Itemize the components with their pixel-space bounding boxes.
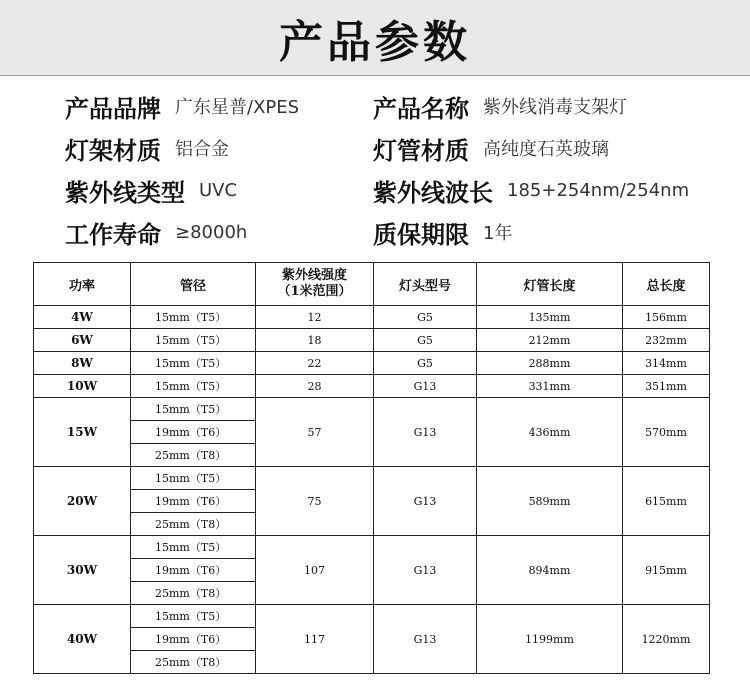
page-title: 产品参数 <box>279 16 471 68</box>
spec-list <box>0 82 750 257</box>
spec-value: 铝合金 <box>175 139 229 160</box>
intensity-header-line: 紫外线强度 <box>281 268 347 283</box>
spec-label: 灯架材质 <box>65 136 161 165</box>
intensity-cell: 117 <box>256 605 374 674</box>
total-length-cell: 615mm <box>623 467 710 536</box>
column-header-power: 功率 <box>34 263 131 306</box>
power-cell: 15W <box>34 398 131 467</box>
total-length-cell: 570mm <box>623 398 710 467</box>
pipe-cell: 19mm（T6） <box>131 559 256 582</box>
power-cell: 40W <box>34 605 131 674</box>
page-header <box>0 0 750 76</box>
power-cell: 6W <box>34 329 131 352</box>
spec-label: 工作寿命 <box>65 220 161 249</box>
intensity-cell: 22 <box>256 352 374 375</box>
spec-row <box>0 170 750 210</box>
pipe-cell: 19mm（T6） <box>131 490 256 513</box>
spec-value: 紫外线消毒支架灯 <box>483 97 627 118</box>
spec-value: 185+254nm/254nm <box>507 179 690 201</box>
table-row <box>34 329 710 352</box>
base-cell: G5 <box>374 329 477 352</box>
column-header-pipe: 管径 <box>131 263 256 306</box>
spec-value: ≥8000h <box>175 221 248 243</box>
spec-value: UVC <box>199 179 238 201</box>
table-header-row <box>34 263 710 306</box>
spec-item <box>65 170 237 210</box>
spec-item <box>373 128 609 168</box>
spec-value: 高纯度石英玻璃 <box>483 139 609 160</box>
intensity-cell: 75 <box>256 467 374 536</box>
pipe-cell: 15mm（T5） <box>131 536 256 559</box>
tube-length-cell: 288mm <box>477 352 623 375</box>
intensity-header-line: （1米范围） <box>277 284 352 299</box>
power-cell: 30W <box>34 536 131 605</box>
tube-length-cell: 1199mm <box>477 605 623 674</box>
column-header-base: 灯头型号 <box>374 263 477 306</box>
base-cell: G13 <box>374 536 477 605</box>
pipe-cell: 15mm（T5） <box>131 375 256 398</box>
tube-length-cell: 436mm <box>477 398 623 467</box>
pipe-cell: 15mm（T5） <box>131 306 256 329</box>
spec-item <box>373 170 689 210</box>
spec-item <box>65 86 299 126</box>
column-header-intensity <box>256 263 374 306</box>
base-cell: G13 <box>374 398 477 467</box>
total-length-cell: 351mm <box>623 375 710 398</box>
pipe-cell: 19mm（T6） <box>131 421 256 444</box>
base-cell: G5 <box>374 306 477 329</box>
total-length-cell: 232mm <box>623 329 710 352</box>
power-cell: 8W <box>34 352 131 375</box>
pipe-cell: 25mm（T8） <box>131 651 256 674</box>
tube-length-cell: 135mm <box>477 306 623 329</box>
spec-item <box>373 212 512 252</box>
table-row <box>34 467 710 490</box>
spec-item <box>373 86 627 126</box>
spec-item <box>65 128 229 168</box>
table-row <box>34 375 710 398</box>
tube-length-cell: 331mm <box>477 375 623 398</box>
pipe-cell: 25mm（T8） <box>131 582 256 605</box>
spec-value: 广东星普/XPES <box>175 97 300 118</box>
spec-row <box>0 128 750 168</box>
table-row <box>34 398 710 421</box>
total-length-cell: 915mm <box>623 536 710 605</box>
table-row <box>34 536 710 559</box>
total-length-cell: 1220mm <box>623 605 710 674</box>
spec-label: 质保期限 <box>373 220 469 249</box>
power-cell: 4W <box>34 306 131 329</box>
spec-label: 产品品牌 <box>65 94 161 123</box>
intensity-cell: 107 <box>256 536 374 605</box>
spec-value: 1年 <box>483 223 513 244</box>
pipe-cell: 25mm（T8） <box>131 513 256 536</box>
spec-row <box>0 86 750 126</box>
spec-label: 紫外线类型 <box>65 178 185 207</box>
spec-label: 灯管材质 <box>373 136 469 165</box>
spec-label: 紫外线波长 <box>373 178 493 207</box>
spec-row <box>0 212 750 252</box>
intensity-cell: 28 <box>256 375 374 398</box>
tube-length-cell: 589mm <box>477 467 623 536</box>
base-cell: G5 <box>374 352 477 375</box>
base-cell: G13 <box>374 375 477 398</box>
tube-length-cell: 212mm <box>477 329 623 352</box>
total-length-cell: 156mm <box>623 306 710 329</box>
spec-item <box>65 212 247 252</box>
intensity-cell: 12 <box>256 306 374 329</box>
total-length-cell: 314mm <box>623 352 710 375</box>
column-header-tube-length: 灯管长度 <box>477 263 623 306</box>
intensity-cell: 18 <box>256 329 374 352</box>
pipe-cell: 25mm（T8） <box>131 444 256 467</box>
pipe-cell: 15mm（T5） <box>131 398 256 421</box>
pipe-cell: 15mm（T5） <box>131 605 256 628</box>
table-row <box>34 306 710 329</box>
table-row <box>34 352 710 375</box>
pipe-cell: 19mm（T6） <box>131 628 256 651</box>
intensity-cell: 57 <box>256 398 374 467</box>
pipe-cell: 15mm（T5） <box>131 329 256 352</box>
base-cell: G13 <box>374 605 477 674</box>
spec-label: 产品名称 <box>373 94 469 123</box>
power-cell: 10W <box>34 375 131 398</box>
column-header-total-length: 总长度 <box>623 263 710 306</box>
base-cell: G13 <box>374 467 477 536</box>
power-cell: 20W <box>34 467 131 536</box>
pipe-cell: 15mm（T5） <box>131 352 256 375</box>
parameter-table <box>33 262 710 674</box>
table-row <box>34 605 710 628</box>
pipe-cell: 15mm（T5） <box>131 467 256 490</box>
tube-length-cell: 894mm <box>477 536 623 605</box>
